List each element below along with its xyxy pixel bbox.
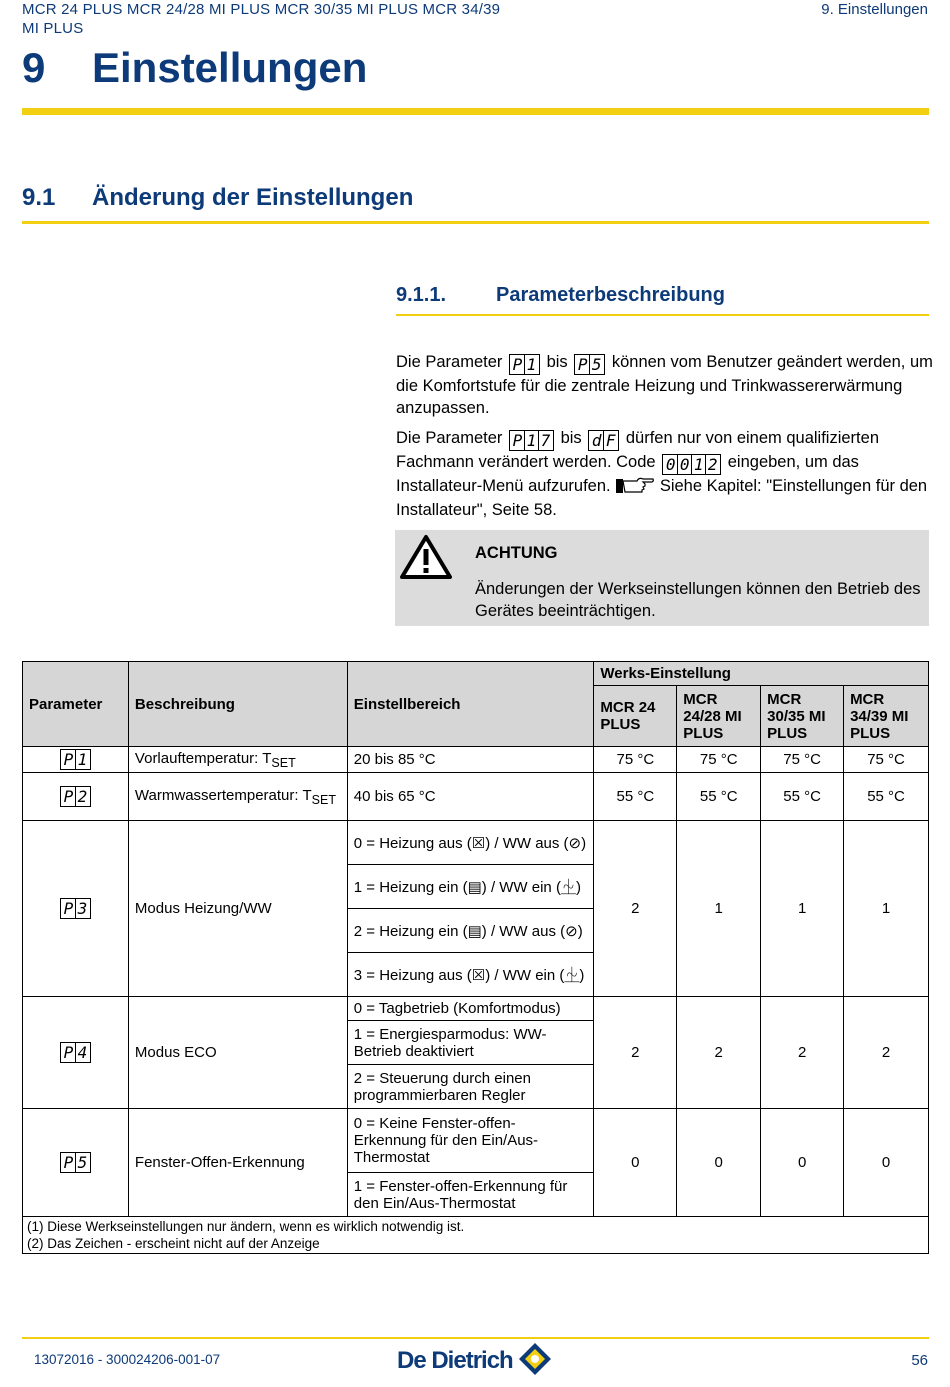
header-beschreibung: Beschreibung bbox=[128, 662, 347, 747]
brand-diamond-icon bbox=[518, 1342, 552, 1376]
lcd-code-0012: 0 0 1 2 bbox=[662, 454, 721, 475]
footnote-2: (2) Das Zeichen - erscheint nicht auf der Anzeige bbox=[27, 1236, 320, 1251]
table-notes bbox=[23, 1217, 929, 1254]
param-description: Modus Heizung/WW bbox=[128, 821, 347, 997]
subsection-title-text: Parameterbeschreibung bbox=[496, 284, 725, 306]
default-value: 75 °C bbox=[844, 747, 929, 773]
param-code: P 4 bbox=[23, 997, 129, 1109]
paragraph-user-params bbox=[396, 351, 936, 419]
default-value: 2 bbox=[761, 997, 844, 1109]
param-range-option: 2 = Heizung ein (▤) / WW aus (⊘) bbox=[347, 909, 594, 953]
default-value: 55 °C bbox=[677, 773, 761, 821]
default-value: 0 bbox=[594, 1109, 677, 1217]
pointing-hand-icon bbox=[615, 475, 655, 495]
param-code: P 3 bbox=[23, 821, 129, 997]
table-row bbox=[23, 1109, 929, 1173]
table-row bbox=[23, 997, 929, 1021]
section-title-text: Änderung der Einstellungen bbox=[92, 184, 414, 211]
table-row bbox=[23, 773, 929, 821]
subsection-rule bbox=[396, 314, 929, 316]
parameter-table bbox=[22, 661, 929, 1254]
default-value: 0 bbox=[761, 1109, 844, 1217]
lcd-code-p1: P 1 bbox=[509, 354, 540, 375]
param-description: Vorlauftemperatur: $T_{SET}$ bbox=[128, 747, 347, 773]
heating-off-icon: ☒ bbox=[471, 967, 486, 984]
text: bis bbox=[560, 429, 582, 447]
text: eingeben, um das Installateur-Menü aufzurufen. bbox=[396, 453, 859, 495]
section-number: 9.1 bbox=[22, 184, 56, 211]
header-model-1: MCR 24 PLUS bbox=[594, 686, 677, 747]
chapter-rule bbox=[22, 108, 929, 115]
default-value: 55 °C bbox=[594, 773, 677, 821]
tap-off-icon: ⊘ bbox=[565, 922, 578, 940]
radiator-icon: ▤ bbox=[467, 922, 482, 940]
section-rule bbox=[22, 221, 929, 224]
tap-off-icon: ⊘ bbox=[568, 834, 582, 852]
page-number: 56 bbox=[911, 1352, 928, 1369]
brand-name: De Dietrich bbox=[397, 1347, 513, 1374]
param-range-option: 3 = Heizung aus (☒) / WW ein (⏈) bbox=[347, 953, 594, 997]
default-value: 0 bbox=[677, 1109, 761, 1217]
table-notes-row bbox=[23, 1217, 929, 1254]
heating-off-icon: ☒ bbox=[471, 834, 486, 852]
subsection-title bbox=[396, 284, 725, 307]
header-werks-einstellung: Werks-Einstellung bbox=[594, 662, 929, 686]
text: können vom Benutzer geändert werden, um die Komfortstufe für die zentrale Heizung und Trinkwassererwärmung anzupassen. bbox=[396, 353, 933, 417]
default-value: 55 °C bbox=[844, 773, 929, 821]
param-description: Fenster-Offen-Erkennung bbox=[128, 1109, 347, 1217]
chapter-number: 9 bbox=[22, 44, 46, 91]
header-parameter: Parameter bbox=[23, 662, 129, 747]
param-range-option: 0 = Keine Fenster-offen-Erkennung für den Ein/Aus-Thermostat bbox=[347, 1109, 594, 1173]
text: dürfen nur von einem qualifizierten Fachmann verändert werden. Code bbox=[396, 429, 879, 471]
section-title bbox=[22, 184, 413, 212]
chapter-title bbox=[22, 44, 367, 92]
param-range: 40 bis 65 °C bbox=[347, 773, 594, 821]
default-value: 0 bbox=[844, 1109, 929, 1217]
paragraph-installer-params bbox=[396, 427, 936, 522]
param-description: Modus ECO bbox=[128, 997, 347, 1109]
warning-box bbox=[395, 530, 929, 626]
footnote-1: (1) Diese Werkseinstellungen nur ändern, wenn es wirklich notwendig ist. bbox=[27, 1219, 465, 1234]
header-einstellbereich: Einstellbereich bbox=[347, 662, 594, 747]
default-value: 75 °C bbox=[761, 747, 844, 773]
param-code: P 1 bbox=[23, 747, 129, 773]
default-value: 75 °C bbox=[594, 747, 677, 773]
lcd-code-df: d F bbox=[588, 430, 619, 451]
param-range-option: 2 = Steuerung durch einen programmierbaren Regler bbox=[347, 1065, 594, 1109]
param-range-option: 1 = Heizung ein (▤) / WW ein (⏈) bbox=[347, 865, 594, 909]
default-value: 1 bbox=[844, 821, 929, 997]
cross-reference-link[interactable]: Siehe Kapitel: "Einstellungen für den Installateur", Seite 58. bbox=[396, 477, 928, 519]
table-row bbox=[23, 747, 929, 773]
lcd-code-p5: P 5 bbox=[574, 354, 605, 375]
warning-text: Änderungen der Werkseinstellungen können den Betrieb des Gerätes beeinträchtigen. bbox=[475, 580, 921, 620]
footer-rule bbox=[22, 1337, 929, 1339]
param-range-option: 1 = Energiesparmodus: WW-Betrieb deaktiviert bbox=[347, 1021, 594, 1065]
subsection-number: 9.1.1. bbox=[396, 284, 447, 306]
default-value: 1 bbox=[677, 821, 761, 997]
tap-icon: ⏈ bbox=[564, 967, 580, 984]
header-model-4: MCR 34/39 MI PLUS bbox=[844, 686, 929, 747]
default-value: 75 °C bbox=[677, 747, 761, 773]
param-range-option: 0 = Heizung aus (☒) / WW aus (⊘) bbox=[347, 821, 594, 865]
text: Die Parameter bbox=[396, 353, 503, 371]
tap-icon: ⏈ bbox=[560, 879, 576, 896]
default-value: 2 bbox=[844, 997, 929, 1109]
table-row bbox=[23, 821, 929, 865]
radiator-icon: ▤ bbox=[467, 879, 482, 896]
header-models: MCR 24 PLUS MCR 24/28 MI PLUS MCR 30/35 MI PLUS MCR 34/39 MI PLUS bbox=[22, 1, 501, 37]
default-value: 2 bbox=[594, 821, 677, 997]
text: Die Parameter bbox=[396, 429, 503, 447]
brand-logo bbox=[397, 1342, 552, 1376]
param-code: P 5 bbox=[23, 1109, 129, 1217]
default-value: 1 bbox=[761, 821, 844, 997]
footer-doc-number: 13072016 - 300024206-001-07 bbox=[34, 1352, 221, 1367]
param-description: Warmwassertemperatur: $T_{SET}$ bbox=[128, 773, 347, 821]
warning-triangle-icon bbox=[399, 534, 453, 580]
default-value: 2 bbox=[677, 997, 761, 1109]
header-model-3: MCR 30/35 MI PLUS bbox=[761, 686, 844, 747]
param-range-option: 0 = Tagbetrieb (Komfortmodus) bbox=[347, 997, 594, 1021]
header-model-2: MCR 24/28 MI PLUS bbox=[677, 686, 761, 747]
chapter-title-text: Einstellungen bbox=[92, 44, 368, 91]
warning-title: ACHTUNG bbox=[475, 544, 558, 562]
header-section-ref: 9. Einstellungen bbox=[821, 1, 928, 18]
text: bis bbox=[546, 353, 568, 371]
param-range: 20 bis 85 °C bbox=[347, 747, 594, 773]
param-code: P 2 bbox=[23, 773, 129, 821]
param-range-option: 1 = Fenster-offen-Erkennung für den Ein/Aus-Thermostat bbox=[347, 1173, 594, 1217]
default-value: 2 bbox=[594, 997, 677, 1109]
lcd-code-p17: P 1 7 bbox=[509, 430, 554, 451]
default-value: 55 °C bbox=[761, 773, 844, 821]
